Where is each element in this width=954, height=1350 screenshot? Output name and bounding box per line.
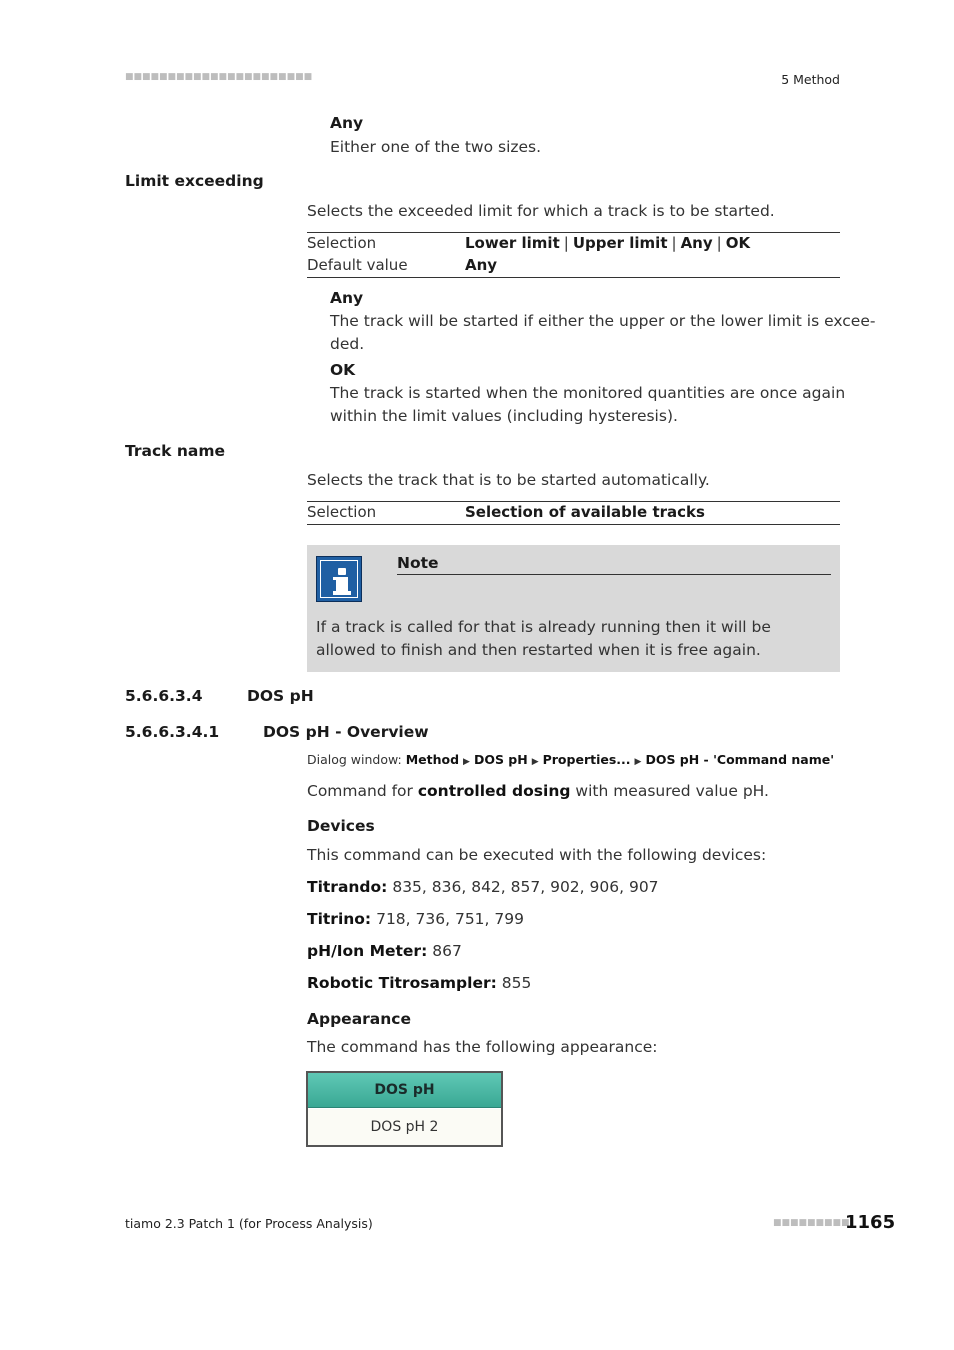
- subsection-number: 5.6.6.3.4.1: [125, 723, 220, 741]
- parameter-table-track-name: [307, 501, 840, 525]
- table-key: Selection: [307, 503, 377, 521]
- device-name: Titrando:: [307, 878, 388, 896]
- appearance-intro: The command has the following appearance:: [307, 1038, 658, 1056]
- definition-term: Any: [330, 289, 364, 307]
- command-appearance-box: [306, 1071, 503, 1147]
- definition-term: Any: [330, 114, 364, 132]
- devices-intro: This command can be executed with the following devices:: [307, 846, 767, 864]
- text-emphasis: controlled dosing: [417, 782, 571, 800]
- note-box: [307, 545, 840, 672]
- section-title: DOS pH: [247, 687, 314, 705]
- dialog-path-prefix: Dialog window:: [307, 752, 406, 767]
- footer-product: tiamo 2.3 Patch 1 (for Process Analysis): [125, 1216, 373, 1231]
- parameter-table-limit-exceeding: [307, 232, 840, 278]
- table-key: Default value: [307, 256, 408, 274]
- text-span: with measured value pH.: [570, 782, 769, 800]
- definition-text: ded.: [330, 335, 365, 353]
- device-name: pH/Ion Meter:: [307, 942, 428, 960]
- subsection-title: DOS pH - Overview: [263, 723, 429, 741]
- definition-text: Either one of the two sizes.: [330, 138, 542, 156]
- info-icon: [316, 556, 362, 602]
- option-value: Any: [680, 234, 713, 252]
- dialog-path-item: Method: [405, 752, 460, 767]
- separator: |: [563, 234, 569, 252]
- table-key: Selection: [307, 234, 377, 252]
- definition-term: OK: [330, 361, 356, 379]
- note-title: Note: [397, 554, 831, 575]
- device-models: 867: [432, 942, 462, 960]
- table-value: [465, 234, 750, 252]
- arrow-right-icon: ▶: [531, 757, 539, 767]
- definition-text: The track is started when the monitored quantities are once again: [330, 384, 846, 402]
- parameter-description: Selects the exceeded limit for which a track is to be started.: [307, 202, 775, 220]
- devices-heading: Devices: [307, 817, 375, 835]
- device-entry: [307, 972, 531, 995]
- dialog-path-item: DOS pH: [473, 752, 528, 767]
- table-row: [307, 255, 840, 277]
- command-description: [307, 780, 769, 803]
- device-entry: [307, 876, 659, 899]
- dialog-path-item: Properties...: [542, 752, 631, 767]
- text-span: Command for: [307, 782, 418, 800]
- parameter-label-track-name: Track name: [125, 442, 226, 460]
- device-models: 855: [501, 974, 532, 992]
- appearance-heading: Appearance: [307, 1010, 411, 1028]
- table-value: Selection of available tracks: [465, 503, 705, 521]
- definition-text: The track will be started if either the upper or the lower limit is excee-: [330, 312, 876, 330]
- device-name: Robotic Titrosampler:: [307, 974, 497, 992]
- separator: |: [716, 234, 722, 252]
- device-models: 835, 836, 842, 857, 902, 906, 907: [392, 878, 659, 896]
- header-decoration: ■■■■■■■■■■■■■■■■■■■■■■: [125, 72, 313, 82]
- device-entry: [307, 940, 462, 963]
- command-box-title: DOS pH: [308, 1073, 501, 1108]
- separator: |: [671, 234, 677, 252]
- page-number: 1165: [845, 1212, 896, 1233]
- parameter-label-limit-exceeding: Limit exceeding: [125, 172, 264, 190]
- dialog-path-item: DOS pH - 'Command name': [645, 752, 835, 767]
- footer-decoration: ■■■■■■■■■: [773, 1218, 850, 1228]
- definition-text: within the limit values (including hysteresis).: [330, 407, 678, 425]
- command-box-name: DOS pH 2: [308, 1109, 501, 1145]
- option-value: Lower limit: [465, 234, 560, 252]
- parameter-description: Selects the track that is to be started automatically.: [307, 471, 710, 489]
- dialog-path: [307, 752, 834, 767]
- section-number: 5.6.6.3.4: [125, 687, 203, 705]
- chapter-title: 5 Method: [781, 72, 840, 87]
- note-text: If a track is called for that is already running then it will be allowed to finish and then restarted when it is free again.: [316, 618, 771, 659]
- table-row: [307, 502, 840, 524]
- device-models: 718, 736, 751, 799: [376, 910, 524, 928]
- device-entry: [307, 908, 524, 931]
- option-value: OK: [725, 234, 751, 252]
- device-name: Titrino:: [307, 910, 372, 928]
- arrow-right-icon: ▶: [634, 757, 642, 767]
- option-value: Upper limit: [572, 234, 668, 252]
- table-row: [307, 233, 840, 255]
- arrow-right-icon: ▶: [463, 757, 470, 767]
- table-value: Any: [465, 256, 498, 274]
